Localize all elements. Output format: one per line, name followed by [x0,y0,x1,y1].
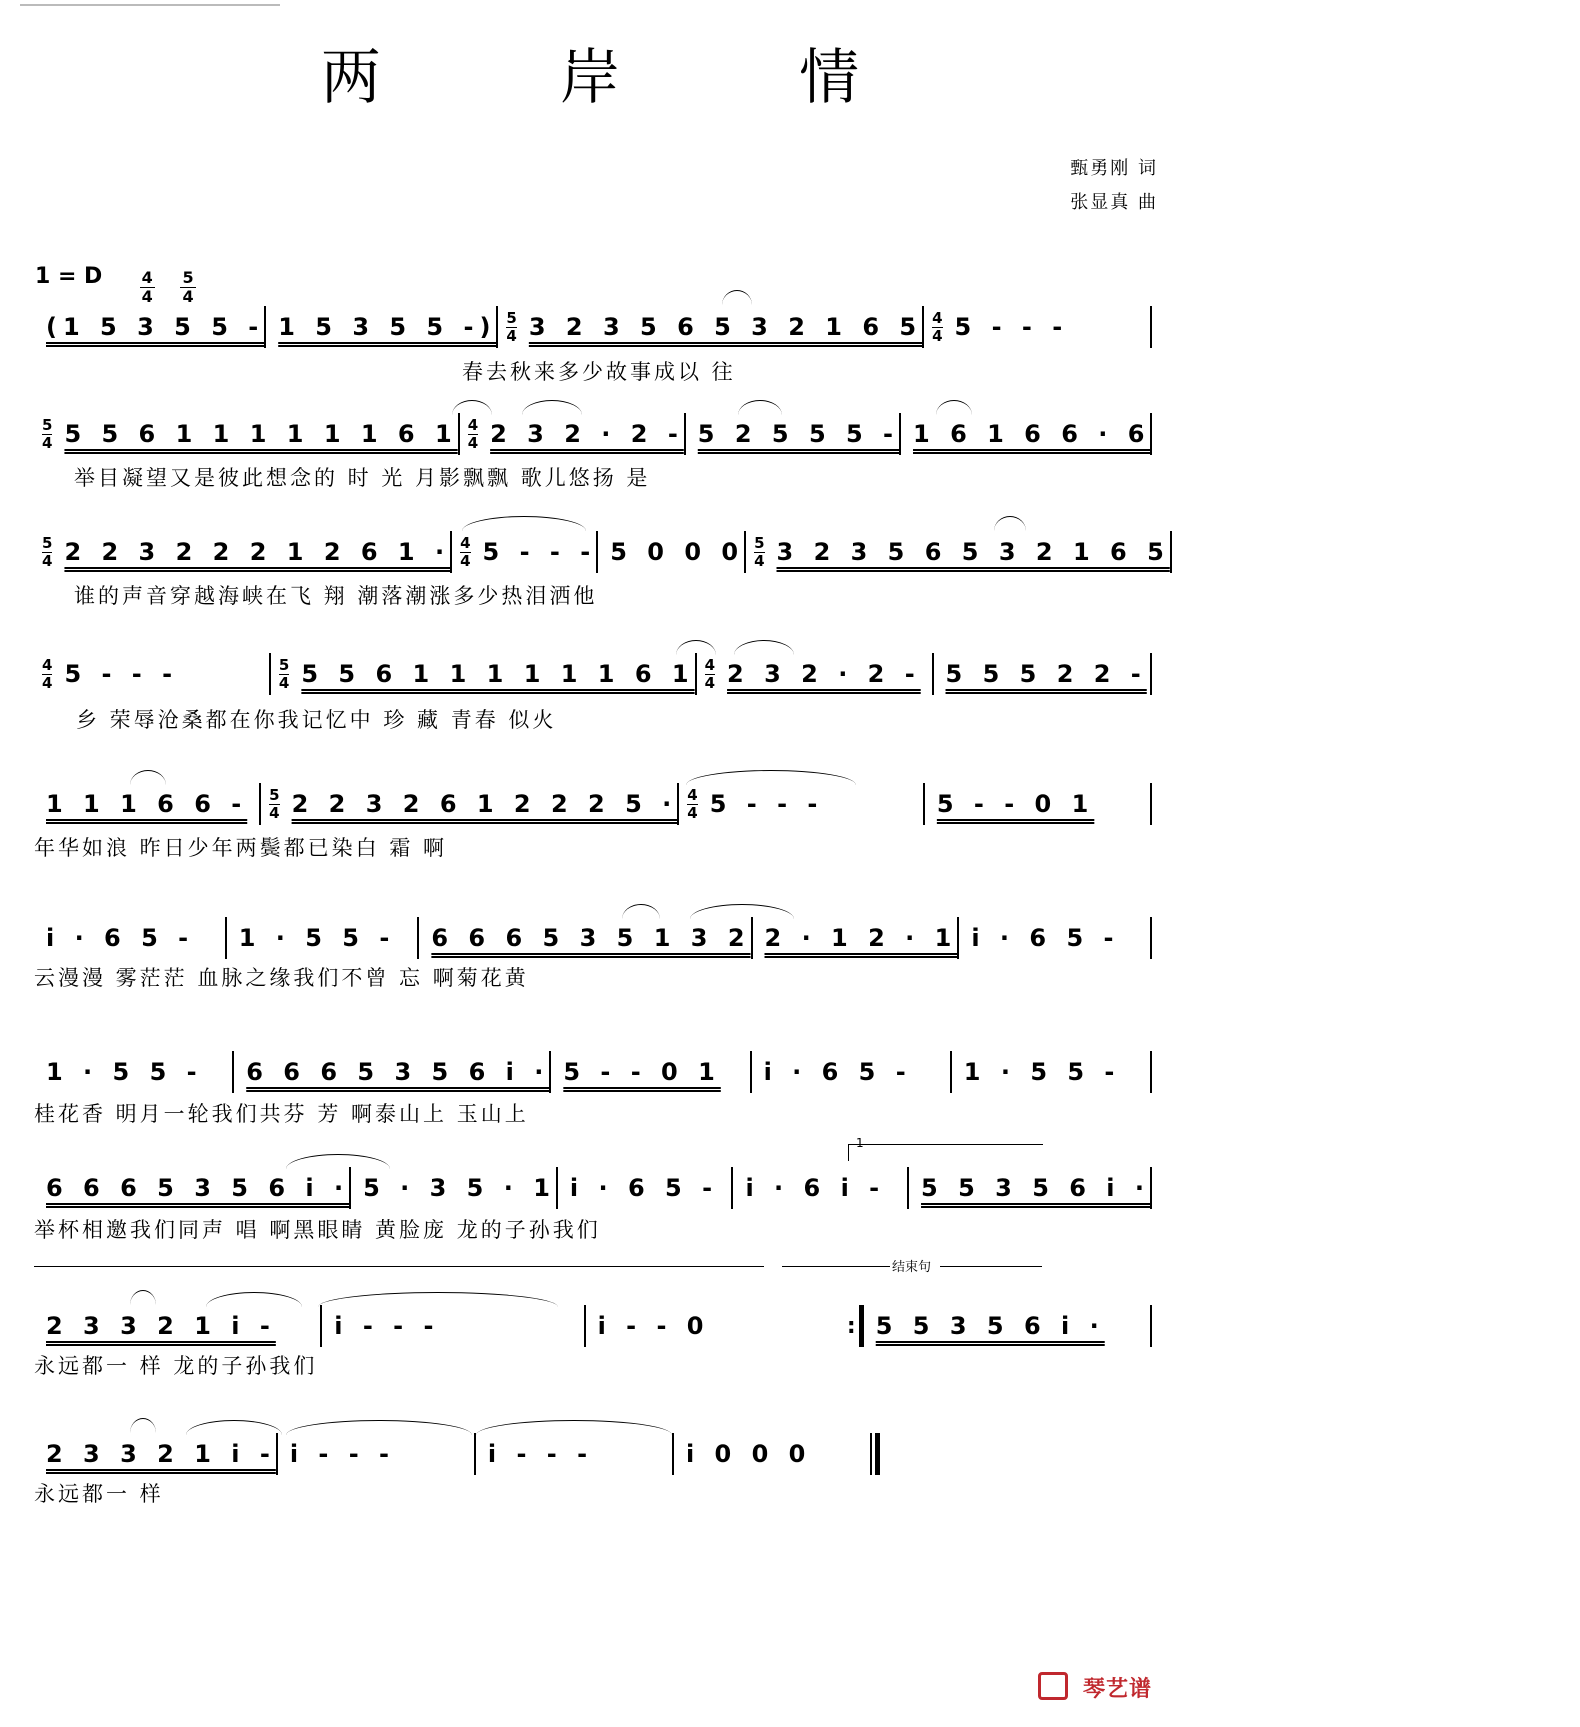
measure: 5 · 3 5 · 1 [363,1174,556,1202]
barline [1150,1167,1152,1209]
barline [458,413,460,455]
barline [1150,413,1152,455]
measure: 5 - - - [64,660,179,688]
key-label: 1 = D [35,264,103,289]
measure: i · 6 5 - [569,1174,719,1202]
measure: 1 · 5 5 - [46,1058,203,1086]
tie [318,1292,558,1307]
measure: 5 - - - [954,313,1069,341]
song-title: 两 岸 情 [320,43,940,113]
measure: 2 2 3 2 6 1 2 2 2 5 · [291,790,678,818]
barline [695,653,697,695]
measure: 2 2 3 2 2 2 1 2 6 1 · [64,538,451,566]
measure: 3 2 3 5 6 5 3 2 1 6 5 [776,538,1170,566]
measure: 6 6 6 5 3 5 6 i · [46,1174,350,1202]
lyrics-row-7: 桂花香 明月一轮我们共芬 芳 啊泰山上 玉山上 [34,1102,529,1126]
measure: 1 5 3 5 5 -) [278,313,497,341]
lyrics-row-9: 永远都一 样 龙的子孙我们 [34,1354,318,1378]
measure: i · 6 5 - [763,1058,912,1086]
notation-row-7 [34,1050,1152,1094]
lyrics-row-8: 举杯相邀我们同声 唱 啊黑眼睛 黄脸庞 龙的子孙我们 [34,1218,601,1242]
barline [1150,653,1152,695]
slur [286,1154,390,1169]
time-signature-4-4: 4 4 [467,415,479,452]
time-signature-5-4: 5 4 [42,415,53,452]
notation-row-4 [34,652,1152,696]
first-ending-line [34,1266,764,1267]
measure: (1 5 3 5 5 - [46,313,265,341]
slur [130,770,166,785]
measure: 5 - - 0 1 [936,790,1095,818]
time-signature-5-4: $\frac{5}{4}$ [182,268,194,306]
measure: i · 6 5 - [46,924,195,952]
slur [676,640,716,655]
slur [522,400,582,415]
slur [936,400,972,415]
measure: 5 5 3 5 6 i · [875,1312,1105,1340]
lyrics-row-4: 乡 荣辱沧桑都在你我记忆中 珍 藏 青春 似火 [76,708,557,732]
notation-row-1 [34,305,1152,349]
time-signature-5-4: 5 4 [269,785,280,822]
time-signature-5-4: 5 4 [754,533,765,570]
tie [206,1292,302,1307]
measure: 5 - - - [482,538,597,566]
measure: 2 3 2 · 2 - [727,660,921,688]
measure: 5 0 0 0 [610,538,745,566]
measure: 1 · 5 5 - [963,1058,1121,1086]
time-signature-4-4: $\frac{4}{4}$ [141,268,153,306]
slur [738,400,782,415]
notation-row-8 [34,1166,1152,1210]
measure: 1 · 5 5 - [238,924,396,952]
barline [870,1433,872,1475]
barline [1170,531,1172,573]
tie [462,516,586,531]
lyrics-row-1: 春去秋来多少故事成以 往 [462,360,736,384]
time-signature-4-4: 4 4 [704,655,716,692]
key-signature [35,264,214,306]
time-signature-4-4: 4 4 [460,533,471,570]
time-signature-5-4: 5 4 [42,533,53,570]
composer-credit: 张显真 曲 [1070,192,1158,213]
top-edge-line [20,4,280,6]
measure: 2 3 2 · 2 - [490,420,684,448]
measure: 5 2 5 5 5 - [697,420,900,448]
time-signature-4-4: 4 4 [687,785,698,822]
notation-row-10 [34,1432,880,1476]
measure: 6 6 6 5 3 5 6 i · [246,1058,550,1086]
time-signature-5-4: 5 4 [278,655,290,692]
measure: 6 6 6 5 3 5 1 3 2 [431,924,751,952]
coda-line-left [782,1266,890,1267]
measure: 1 6 1 6 6 · 6 [913,420,1151,448]
barline [744,531,746,573]
barline [496,306,498,348]
slur [130,1290,156,1305]
measure: i - - - [334,1312,440,1340]
notation-row-3 [34,530,1170,574]
final-barline [875,1433,880,1475]
measure: i · 6 i - [745,1174,886,1202]
measure: 5 5 6 1 1 1 1 1 1 6 1 [301,660,695,688]
ending-label: 结束句 [892,1260,932,1275]
lyrics-row-3: 谁的声音穿越海峡在飞 翔 潮落潮涨多少热泪洒他 [74,584,598,608]
lyrics-row-6: 云漫漫 雾茫茫 血脉之缘我们不曾 忘 啊菊花黄 [34,966,529,990]
measure: 1 1 1 6 6 - [46,790,248,818]
repeat-dots: : [846,1313,856,1339]
slur [734,640,794,655]
measure: i - - - [487,1440,594,1468]
slur [622,904,660,919]
tie [186,1420,282,1435]
measure: i 0 0 0 [685,1440,812,1468]
slur [722,290,752,305]
tie [286,1420,472,1435]
time-signature-5-4: 5 4 [506,308,517,345]
measure: 2 · 1 2 · 1 [764,924,958,952]
measure: i - - 0 [597,1312,710,1340]
measure: 5 - - 0 1 [563,1058,721,1086]
barline [1150,306,1152,348]
lyricist-credit: 甄勇刚 词 [1070,158,1158,179]
coda-line-right [940,1266,1042,1267]
notation-row-2 [34,412,1152,456]
barline [922,306,924,348]
barline [1150,1051,1152,1093]
barline [1150,783,1152,825]
measure: i - - - [289,1440,396,1468]
barline [259,783,261,825]
barline [269,653,271,695]
measure: 2 3 3 2 1 i - [46,1312,276,1340]
watermark-logo [1038,1672,1152,1703]
lyrics-row-10: 永远都一 样 [34,1482,164,1506]
barline [1150,1305,1152,1347]
slur [452,400,492,415]
measure: 5 5 3 5 6 i · [921,1174,1151,1202]
measure: 3 2 3 5 6 5 3 2 1 6 5 [528,313,923,341]
slur [130,1418,156,1433]
time-signature-4-4: 4 4 [42,655,53,692]
notation-row-5 [34,782,1152,826]
time-signature-4-4: 4 4 [932,308,943,345]
measure: 5 5 5 2 2 - [945,660,1147,688]
logo-icon [1038,1672,1068,1700]
volta-bracket [848,1144,1043,1161]
tie [690,904,794,919]
barline [677,783,679,825]
measure: i · 6 5 - [971,924,1120,952]
volta-label: 1 [856,1136,864,1150]
notation-row-6 [34,916,1152,960]
notation-row-9 [34,1304,1152,1348]
lyrics-row-2: 举目凝望又是彼此想念的 时 光 月影飘飘 歌儿悠扬 是 [74,466,651,490]
watermark-text: 琴艺谱 [1082,1677,1152,1702]
lyrics-row-5: 年华如浪 昨日少年两鬓都已染白 霜 啊 [34,836,448,860]
tie [686,770,856,785]
slur [994,516,1026,531]
measure: 2 3 3 2 1 i - [46,1440,276,1468]
measure: 5 - - - [709,790,824,818]
barline [450,531,452,573]
tie [476,1420,672,1435]
barline [1150,917,1152,959]
measure: 5 5 6 1 1 1 1 1 1 6 1 [64,420,458,448]
